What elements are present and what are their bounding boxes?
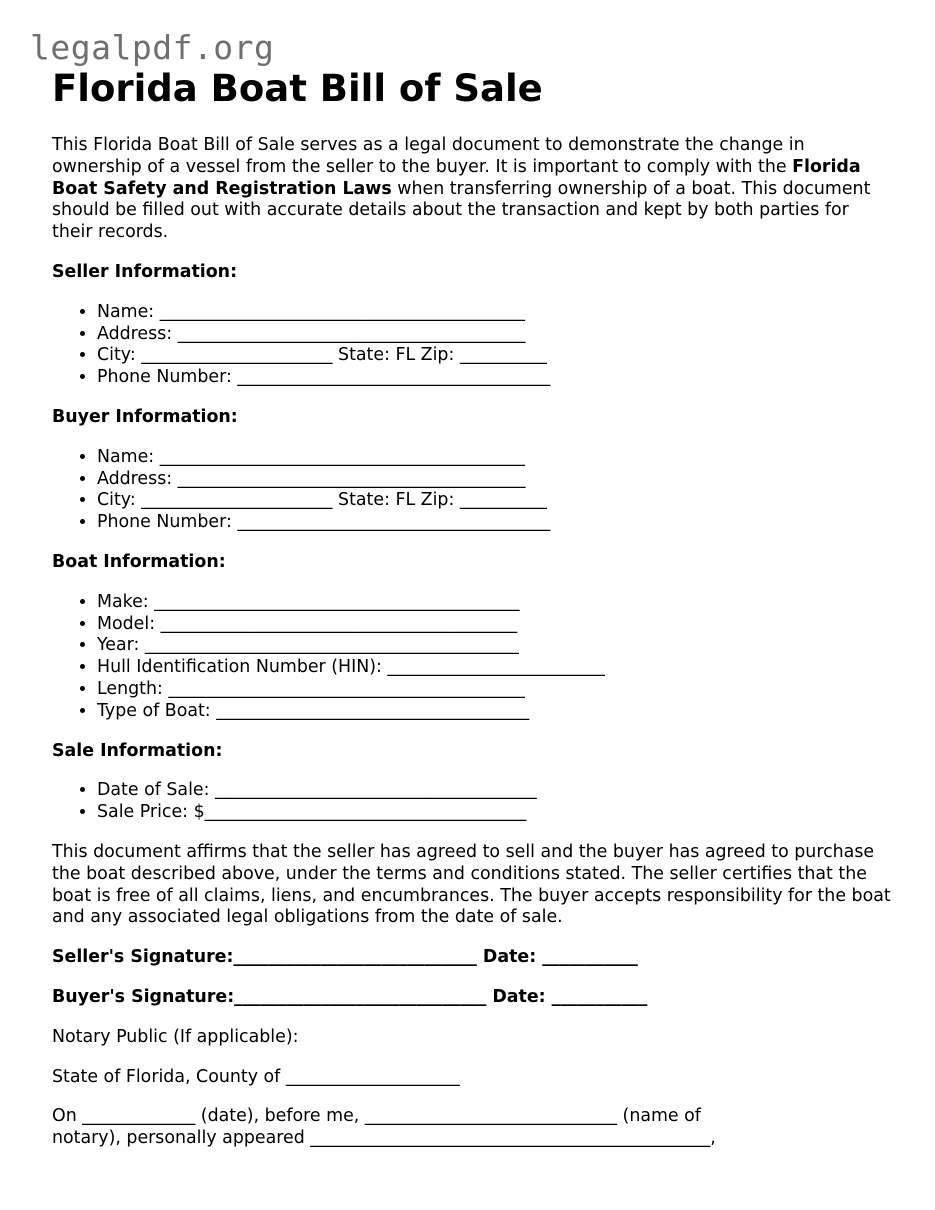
seller-signature-line[interactable]: Seller's Signature:____________________________ Date: ___________ [52, 947, 638, 968]
intro-text-1: This Florida Boat Bill of Sale serves as a legal document to demonstrate the change in ownership of a vessel from the seller to the buyer. It is important to comply with the [52, 135, 805, 177]
buyer-address-field[interactable]: • Address: ________________________________________ [97, 469, 892, 491]
boat-type-field[interactable]: • Type of Boat: ____________________________________ [97, 701, 892, 723]
seller-list [52, 302, 892, 389]
notary-heading: Notary Public (If applicable): [52, 1026, 299, 1047]
boat-make-field[interactable]: • Make: __________________________________________ [97, 592, 892, 614]
notary-statement[interactable] [52, 1106, 892, 1150]
buyer-signature-line[interactable]: Buyer's Signature:_____________________________ Date: ___________ [52, 986, 648, 1007]
boat-heading: Boat Information: [52, 551, 226, 572]
seller-heading: Seller Information: [52, 261, 238, 282]
notary-line-1: On _____________ (date), before me, _____________________________ (name of [52, 1106, 701, 1127]
seller-city-field[interactable]: • City: ______________________ State: FL Zip: __________ [97, 345, 892, 367]
intro-paragraph [52, 135, 892, 244]
boat-hin-field[interactable]: • Hull Identification Number (HIN): _________________________ [97, 657, 892, 679]
buyer-heading: Buyer Information: [52, 406, 238, 427]
sale-price-field[interactable]: • Sale Price: $_____________________________________ [97, 802, 892, 824]
intro-law-name: Florida Boat Safety and Registration Laws [52, 156, 861, 199]
boat-length-field[interactable]: • Length: _________________________________________ [97, 679, 892, 701]
boat-year-field[interactable]: • Year: ___________________________________________ [97, 635, 892, 657]
seller-phone-field[interactable]: • Phone Number: ____________________________________ [97, 367, 892, 389]
notary-line-2: notary), personally appeared ______________________________________________, [52, 1128, 716, 1149]
page-title: Florida Boat Bill of Sale [52, 67, 543, 110]
boat-model-field[interactable]: • Model: _________________________________________ [97, 614, 892, 636]
seller-name-field[interactable]: • Name: __________________________________________ [97, 302, 892, 324]
buyer-city-field[interactable]: • City: ______________________ State: FL Zip: __________ [97, 490, 892, 512]
document-body [52, 135, 892, 1150]
buyer-phone-field[interactable]: • Phone Number: ____________________________________ [97, 512, 892, 534]
sale-date-field[interactable]: • Date of Sale: _____________________________________ [97, 780, 892, 802]
boat-list [52, 592, 892, 723]
intro-text-2: when transferring ownership of a boat. This document should be filled out with accurate details about the transaction and kept by both parties for their records. [52, 178, 871, 243]
buyer-name-field[interactable]: • Name: __________________________________________ [97, 447, 892, 469]
affirmation-paragraph: This document affirms that the seller has agreed to sell and the buyer has agreed to purchase the boat described above, under the terms and conditions stated. The seller certifies that the boat is free of all claims, liens, and encumbrances. The buyer accepts responsibility for the boat and any associated legal obligations from the date of sale. [52, 841, 891, 928]
sale-list [52, 780, 892, 824]
watermark: legalpdf.org [30, 28, 275, 67]
seller-address-field[interactable]: • Address: ________________________________________ [97, 324, 892, 346]
county-line[interactable]: State of Florida, County of ____________________ [52, 1066, 460, 1087]
buyer-list [52, 447, 892, 534]
sale-heading: Sale Information: [52, 740, 223, 761]
